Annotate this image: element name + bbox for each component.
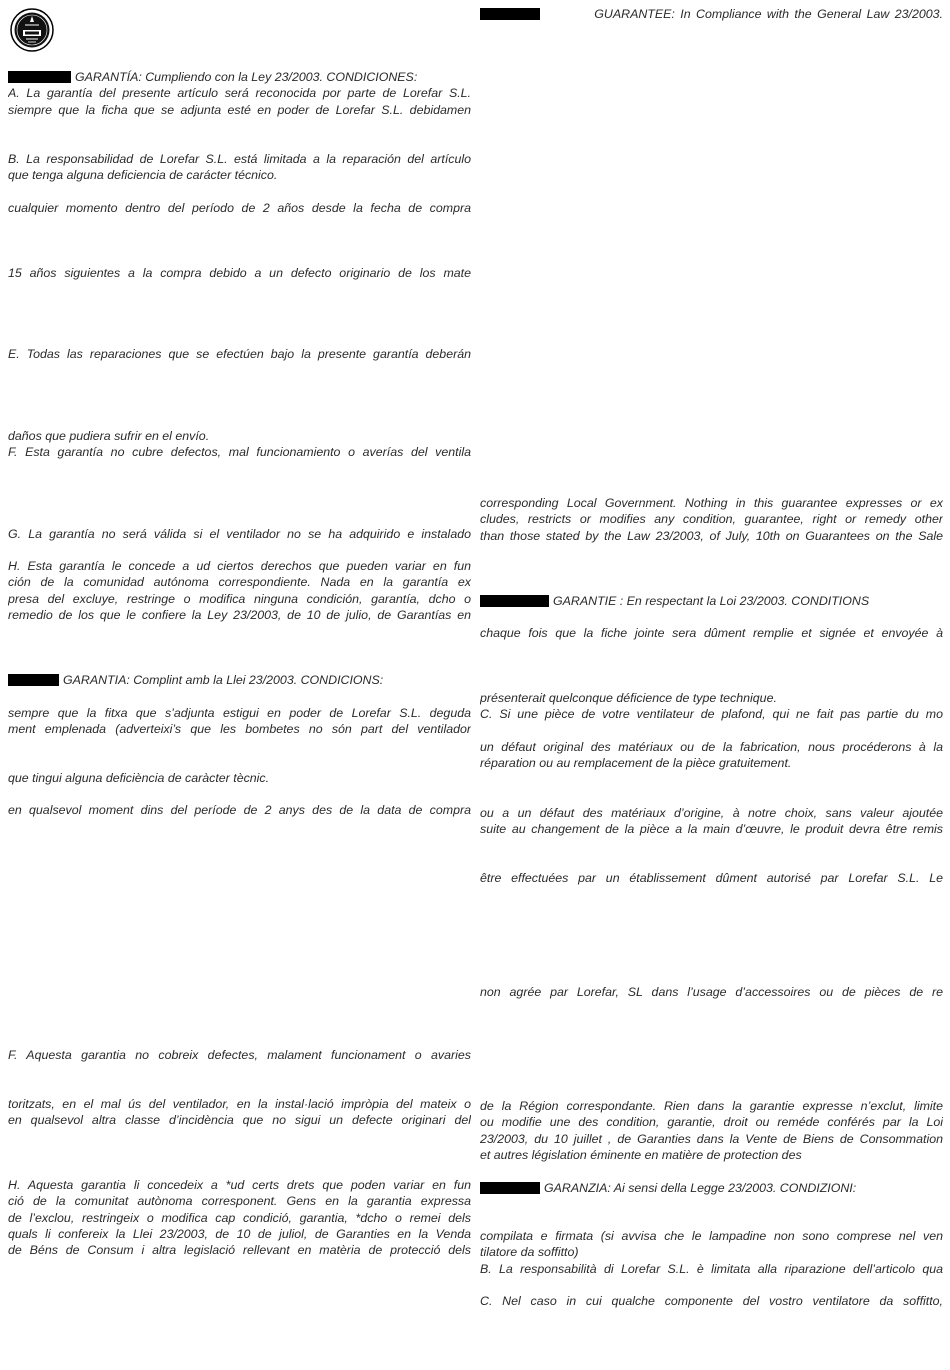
it-a-line-3: B. La responsabilità di Lorefar S.L. è limitata alla riparazione dell’articolo qua — [480, 1261, 943, 1276]
fr-b-line-2: C. Si une pièce de votre ventilateur de plafond, qui ne fait pas partie du mo — [480, 707, 943, 722]
fr-c-line-1: un défaut original des matériaux ou de la fabrication, nous procéderons à la — [480, 740, 943, 754]
ca-heading-block — [8, 672, 471, 688]
fr-c-line-2: réparation ou au remplacement de la pièce gratuitement. — [480, 756, 792, 771]
ca-c-paragraph — [8, 802, 471, 818]
right-column — [480, 0, 943, 1370]
redacted-brand-bar — [8, 674, 59, 686]
fr-c-paragraph — [480, 739, 943, 772]
ca-b-line: que tingui alguna deficiència de caràcter tècnic. — [8, 771, 270, 785]
es-h-paragraph — [8, 558, 471, 623]
it-a-line-1: compilata e firmata (si avvisa che le lampadine non sono comprese nel ven — [480, 1229, 943, 1243]
es-f-line-2: F. Esta garantía no cubre defectos, mal funcionamiento o averías del ventila — [8, 445, 471, 460]
es-g-line: G. La garantía no será válida si el ventilador no se ha adquirido e instalado — [8, 527, 471, 541]
fr-b-paragraph — [480, 690, 943, 723]
ca-c-line: en qualsevol moment dins del període de 2 anys des de la data de compra — [8, 803, 471, 817]
ca-b-paragraph — [8, 770, 471, 786]
fr-e-line: être effectuées par un établissement dûment autorisé par Lorefar S.L. Le — [480, 871, 943, 885]
ca-h-line-3: de l’exclou, restringeix o modifica cap condició, garantia, *dcho o remei dels — [8, 1210, 471, 1225]
it-a-paragraph — [480, 1228, 943, 1277]
fr-d-paragraph — [480, 805, 943, 838]
left-column — [8, 0, 471, 1370]
fr-h-line-1: de la Région correspondante. Rien dans la garantie expresse n’exclut, limite — [480, 1099, 943, 1113]
en-line-3: than those stated by the Law 23/2003, of July, 10th on Guarantees on the Sale — [480, 528, 943, 543]
es-g-paragraph — [8, 526, 471, 542]
es-h-line-2: ción de la comunidad autónoma correspondiente. Nada en la garantía ex — [8, 575, 471, 590]
es-h-line-4: remedio de los que le confiere la Ley 23/2003, de 10 de julio, de Garantías en — [8, 607, 471, 622]
es-section — [8, 69, 471, 118]
fr-b-line-1: présenterait quelconque déficience de type technique. — [480, 691, 777, 705]
it-heading-block — [480, 1180, 943, 1196]
it-c-paragraph — [480, 1293, 943, 1309]
es-c-paragraph — [8, 200, 471, 216]
it-c-line: C. Nel caso in cui qualche componente del vostro ventilatore da soffitto, — [480, 1294, 943, 1308]
fr-d-line-2: suite au changement de la pièce a la main d’œuvre, le produit devra être remis — [480, 822, 943, 837]
fr-heading: GARANTIE : En respectant la Loi 23/2003. CONDITIONS — [480, 593, 943, 609]
es-c-line: cualquier momento dentro del período de 2 años desde la fecha de compra — [8, 201, 471, 215]
en-heading: GUARANTEE: In Compliance with the General Law 23/2003. — [480, 6, 943, 22]
it-a-line-2: tilatore da soffitto) — [480, 1245, 579, 1260]
fr-g-paragraph — [480, 984, 943, 1000]
fr-d-line-1: ou a un défaut des matériaux d’origine, à notre choix, sans valeur ajoutée — [480, 806, 943, 820]
en-line-1: corresponding Local Government. Nothing in this guarantee expresses or ex — [480, 496, 943, 510]
fr-h-line-3: 23/2003, du 10 juillet , de Garanties dans la Vente de Biens de Consommation — [480, 1131, 943, 1146]
es-a-line-1: A. La garantía del presente artículo será reconocida por parte de Lorefar S.L. — [8, 86, 471, 101]
es-b-line-1: B. La responsabilidad de Lorefar S.L. está limitada a la reparación del artículo — [8, 152, 471, 166]
es-d-line: 15 años siguientes a la compra debido a un defecto originario de los mate — [8, 266, 471, 280]
en-paragraph — [480, 495, 943, 544]
fr-g-line: non agrée par Lorefar, SL dans l’usage d’accessoires ou de pièces de re — [480, 985, 943, 999]
ca-heading: GARANTIA: Complint amb la Llei 23/2003. CONDICIONS: — [8, 672, 471, 688]
ca-f-paragraph — [8, 1047, 471, 1063]
fr-e-paragraph — [480, 870, 943, 886]
redacted-brand-bar — [480, 595, 549, 607]
ca-h-paragraph — [8, 1177, 471, 1258]
en-line-2: cludes, restricts or modifies any condition, guarantee, right or remedy other — [480, 512, 943, 527]
es-heading: GARANTÍA: Cumpliendo con la Ley 23/2003. CONDICIONES: — [8, 69, 471, 85]
en-heading-block — [480, 6, 943, 22]
ca-h-line-5: de Béns de Consum i altra legislació rellevant en matèria de protecció dels — [8, 1243, 471, 1258]
es-f-paragraph — [8, 428, 471, 461]
es-a-line-2: siempre que la ficha que se adjunta esté en poder de Lorefar S.L. debidamen — [8, 102, 471, 117]
es-f-line-1: daños que pudiera sufrir en el envío. — [8, 429, 210, 443]
ca-h-line-4: quals li confereix la Llei 23/2003, de 10 de juliol, de Garanties en la Venda — [8, 1226, 471, 1241]
ca-a-line-2: ment emplenada (adverteixi’s que les bombetes no són part del ventilador — [8, 722, 471, 737]
fr-a-paragraph — [480, 625, 943, 641]
it-heading: GARANZIA: Ai sensi della Legge 23/2003. CONDIZIONI: — [480, 1180, 943, 1196]
es-d-paragraph — [8, 265, 471, 281]
es-h-line-1: H. Esta garantía le concede a ud ciertos derechos que pueden variar en fun — [8, 559, 471, 573]
ca-g-paragraph — [8, 1096, 471, 1129]
ca-g-line-2: en qualsevol altra classe d’incidència que no sigui un defecte originari del — [8, 1113, 471, 1128]
redacted-brand-bar — [8, 71, 71, 83]
redacted-brand-bar — [480, 1182, 540, 1194]
ca-g-line-1: toritzats, en el mal ús del ventilador, en la instal·lació impròpia del mateix o — [8, 1097, 471, 1111]
fr-h-paragraph — [480, 1098, 943, 1163]
fr-h-line-4: et autres législation éminente en matière de protection des — [480, 1147, 802, 1162]
es-b-paragraph — [8, 151, 471, 184]
ca-a-line-1: sempre que la fitxa que s’adjunta estigui en poder de Lorefar S.L. deguda — [8, 706, 471, 720]
ca-a-paragraph — [8, 705, 471, 738]
fr-heading-block — [480, 593, 943, 609]
es-e-line: E. Todas las reparaciones que se efectúen bajo la presente garantía deberán — [8, 347, 471, 361]
fr-h-line-2: ou modifie une des condition, garantie, droit ou reméde conférés par la Loi — [480, 1115, 943, 1130]
ca-h-line-1: H. Aquesta garantia li concedeix a *ud certs drets que poden variar en fun — [8, 1178, 471, 1192]
es-e-paragraph — [8, 346, 471, 362]
redacted-brand-bar — [480, 8, 540, 20]
es-h-line-3: presa del excluye, restringe o modifica ninguna condición, garantía, dcho o — [8, 591, 471, 606]
fr-a-line: chaque fois que la fiche jointe sera dûment remplie et signée et envoyée à — [480, 626, 943, 640]
ca-h-line-2: ció de la comunitat autònoma corresponent. Gens en la garantia expressa — [8, 1194, 471, 1209]
ca-f-line: F. Aquesta garantia no cobreix defectes, malament funcionament o avaries — [8, 1048, 471, 1062]
es-b-line-2: que tenga alguna deficiencia de carácter técnico. — [8, 168, 278, 183]
